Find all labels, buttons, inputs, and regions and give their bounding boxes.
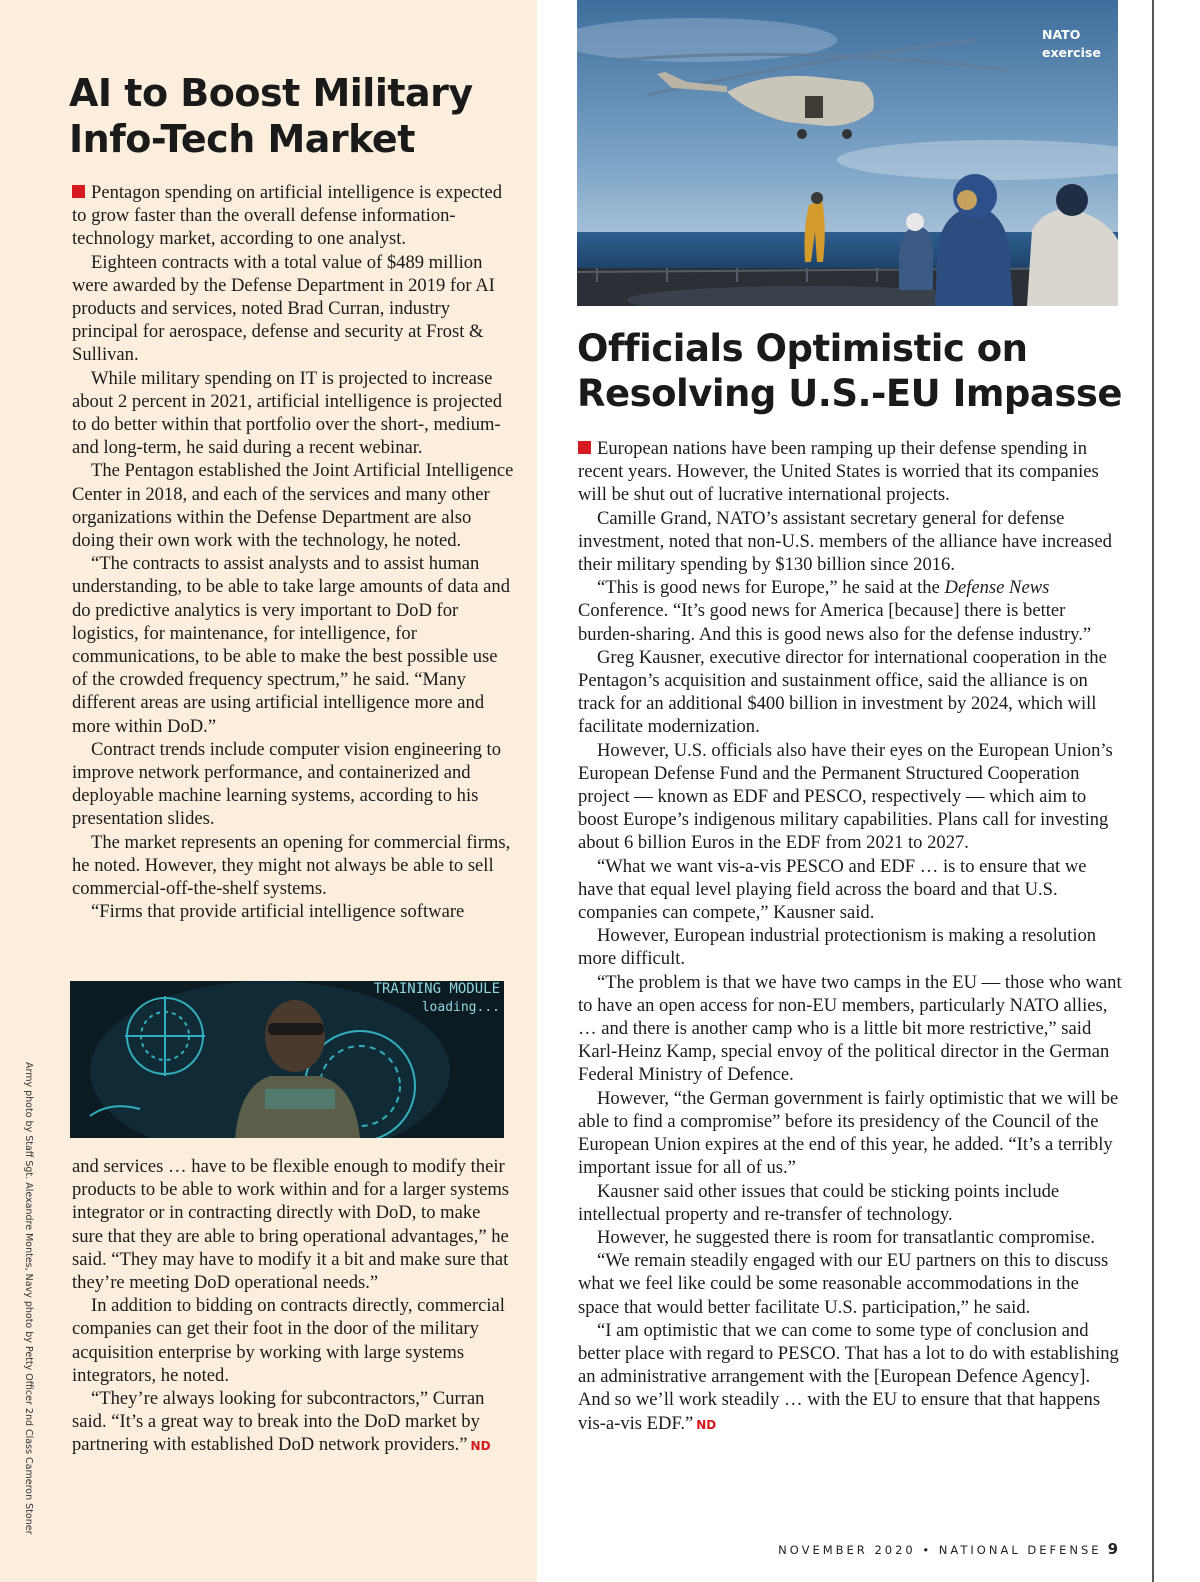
publication-name: Defense News (944, 577, 1050, 599)
article-paragraph: However, U.S. officials also have their eyes on the European Union’s European Defense Fund and the Permanent Structured Cooperation project — known as EDF and PESCO, respectively — which aim to boost Europe’s indigenous military capabilities. Plans call for investing about 6 billion Euros in the EDF from 2021 to 2027. (578, 739, 1113, 854)
article-paragraph: “The contracts to assist analysts and to assist human understanding, to be able to take large amounts of data and do predictive analytics is very important to DoD for logistics, for maintenance, for intelligence, for communications, to be able to make the best possible use of the crowded frequency spectrum,” he said. “Many different areas are using artificial intelligence more and more within DoD.” (72, 553, 511, 737)
right-article-body (578, 437, 1123, 1437)
article-paragraph: and services … have to be flexible enough to modify their products to be able to work within and for a larger systems integrator or in contracting directly with DoD, to make sure that they are able to bring operational advantages,” he said. “They may have to modify it a bit and make sure that they’re meeting DoD operational needs.” (72, 1156, 510, 1294)
article-paragraph: However, “the German government is fairly optimistic that we will be able to find a compromise” before its presidency of the Council of the European Union expires at the end of this year, he added. “It’s a terribly important issue for all of us.” (578, 1087, 1119, 1179)
article-paragraph: Contract trends include computer vision engineering to improve network performance, and containerized and deployable machine learning systems, according to his presentation slides. (72, 738, 501, 830)
article-paragraph: However, European industrial protectionism is making a resolution more difficult. (578, 925, 1097, 970)
article-paragraph: Camille Grand, NATO’s assistant secretary general for defense investment, noted that non-U.S. members of the alliance have increased their military spending by $130 billion since 2016. (578, 507, 1112, 576)
nato-exercise-photo (577, 0, 1118, 306)
photo-credit-text: Army photo by Staff Sgt. Alexandre Montes, Navy photo by Petty Officer 2nd Class Cameron Stoner (23, 1062, 34, 1535)
left-article-title: AI to Boost Military Info-Tech Market (69, 71, 473, 161)
article-paragraph: The Pentagon established the Joint Artificial Intelligence Center in 2018, and each of the services and many other organizations within the Defense Department are also doing their own work with the technology, he noted. (72, 460, 514, 552)
end-mark: ND (470, 1439, 491, 1454)
article-paragraph: Eighteen contracts with a total value of $489 million were awarded by the Defense Department in 2019 for AI products and services, noted Brad Curran, industry principal for aerospace, defense and security at Frost & Sullivan. (72, 251, 495, 366)
photo-caption-line1: NATO (1042, 27, 1081, 42)
article-paragraph: While military spending on IT is projected to increase about 2 percent in 2021, artificial intelligence is projected to do better within that portfolio over the short-, medium- and long-term, he said during a recent webinar. (72, 367, 503, 459)
article-paragraph: Kausner said other issues that could be sticking points include intellectual property and re-transfer of technology. (578, 1180, 1060, 1225)
page-edge-rule (1152, 0, 1154, 1582)
article-paragraph: European nations have been ramping up their defense spending in recent years. However, the United States is worried that its companies will be shut out of lucrative international projects. (578, 438, 1099, 506)
article-paragraph: The market represents an opening for commercial firms, he noted. However, they might not always be able to sell commercial-off-the-shelf systems. (72, 831, 511, 900)
end-mark: ND (696, 1417, 717, 1432)
footer-publication: NOVEMBER 2020 • NATIONAL DEFENSE (778, 1543, 1102, 1557)
right-article-title: Officials Optimistic on Resolving U.S.-EU Impasse (577, 327, 1122, 415)
screen-text-status: loading... (421, 1000, 500, 1015)
article-paragraph: Greg Kausner, executive director for international cooperation in the Pentagon’s acquisition and sustainment office, said the alliance is on track for an additional $400 billion in investment by 2024, which will facilitate modernization. (578, 646, 1107, 738)
article-paragraph: “Firms that provide artificial intelligence software (91, 901, 465, 923)
article-paragraph: “This is good news for Europe,” he said at the Defense News Conference. “It’s good news for America [because] there is better burden-sharing. And this is good news also for the defense industry.” (578, 577, 1092, 645)
article-paragraph: However, he suggested there is room for transatlantic compromise. (597, 1226, 1096, 1248)
red-square-icon (72, 185, 85, 198)
red-square-icon (578, 441, 591, 454)
page-footer (778, 1540, 1118, 1558)
left-article-body-continued (72, 1155, 514, 1459)
photo-caption-line2: exercise (1042, 45, 1101, 60)
article-paragraph: “What we want vis-a-vis PESCO and EDF … is to ensure that we have that equal level playing field across the board and that U.S. companies can compete,” Kausner said. (578, 855, 1087, 924)
article-paragraph: “We remain steadily engaged with our EU partners on this to discuss what we feel like could be some reasonable accommodations in the space that would better facilitate U.S. participation,” he said. (578, 1250, 1109, 1318)
article-paragraph: “They’re always looking for subcontractors,” Curran said. “It’s a great way to break into the DoD market by partnering with established DoD network providers.” ND (72, 1388, 491, 1456)
article-paragraph: “I am optimistic that we can come to some type of conclusion and better place with regard to PESCO. That has a lot to do with establishing an administrative arrangement with the [European Defence Agency]. And so we’ll work steadily … with the EU to ensure that that happens vis-a-vis EDF.” ND (578, 1319, 1119, 1434)
page-number: 9 (1107, 1540, 1118, 1558)
article-paragraph: In addition to bidding on contracts directly, commercial companies can get their foot in the door of the military acquisition enterprise by working with large systems integrators, he noted. (72, 1295, 505, 1386)
screen-text-title: TRAINING MODULE (373, 981, 500, 997)
ai-training-photo (70, 981, 504, 1138)
article-paragraph: “The problem is that we have two camps in the EU — those who want to have an open access for non-EU members, particularly NATO allies, … and there is another camp who is a little bit more restrictive,” said Karl-Heinz Kamp, special envoy of the political director in the German Federal Ministry of Defence. (578, 971, 1122, 1086)
article-paragraph: Pentagon spending on artificial intelligence is expected to grow faster than the overall defense information-technology market, according to one analyst. (72, 182, 502, 250)
left-article-body (72, 181, 514, 924)
photo-caption-label (1042, 26, 1101, 62)
